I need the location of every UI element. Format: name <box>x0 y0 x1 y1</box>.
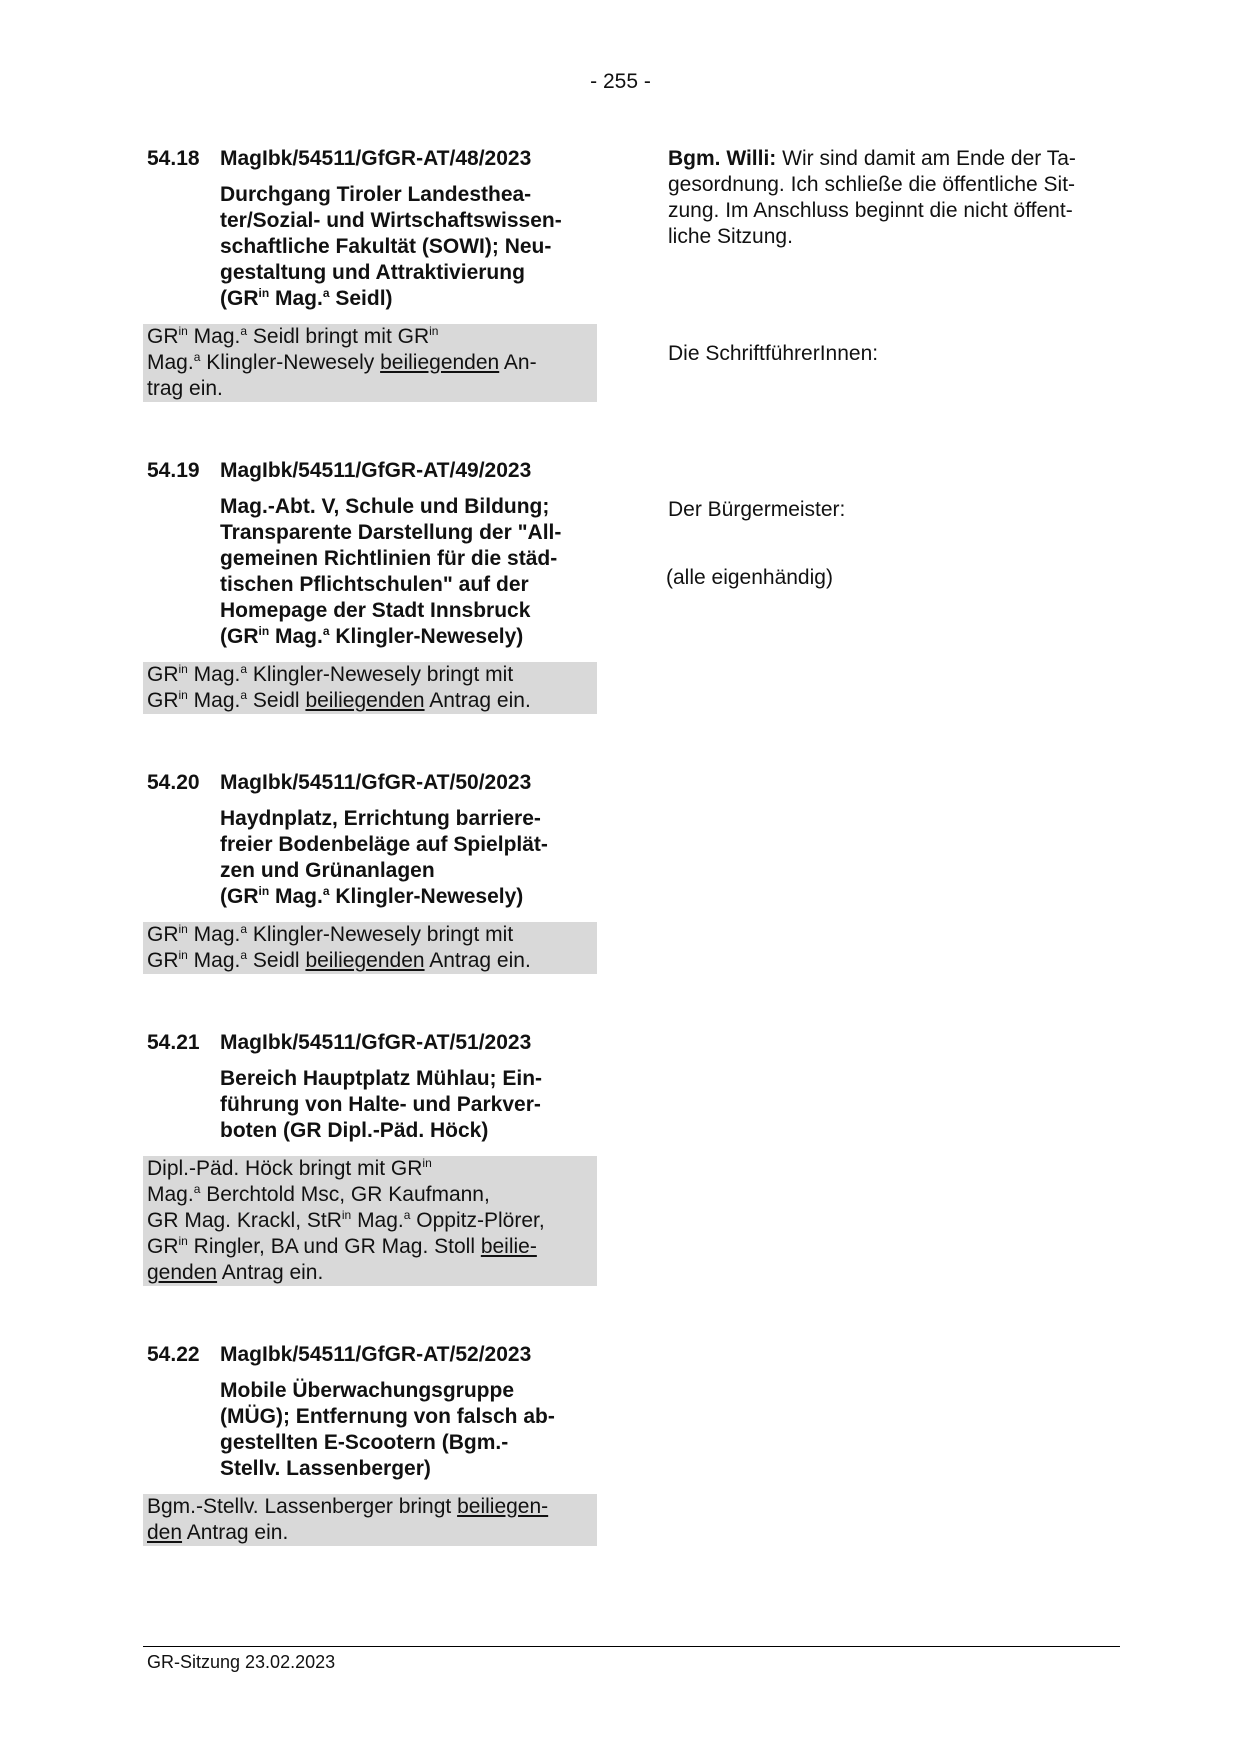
item-number: 54.18 <box>147 147 200 170</box>
attachment-link: den <box>147 1521 183 1544</box>
item-number: 54.20 <box>147 771 200 794</box>
footer-session-date: GR-Sitzung 23.02.2023 <box>147 1652 336 1672</box>
agenda-item-54-18 <box>147 146 597 402</box>
closing-statement: Bgm. Willi: Wir sind damit am Ende der Ta- gesordnung. Ich schließe die öffentliche Sit- zung. Im Anschluss beginnt die nicht öffent- liche Sitzung. <box>668 147 1076 248</box>
item-subject: Durchgang Tiroler Landesthea- ter/Sozial- und Wirtschaftswissen- schaftliche Fakultät (SOWI); Neu- gestaltung und Attraktivierung ($GR^{in}$ Mag.$^a$ Seidl) <box>220 183 562 310</box>
agenda-item-54-22 <box>147 1342 597 1546</box>
item-subject: Bereich Hauptplatz Mühlau; Ein- führung von Halte- und Parkver- boten (GR Dipl.-Päd. Höck) <box>220 1067 543 1142</box>
agenda-item-54-20 <box>147 770 597 974</box>
item-subject: Mag.-Abt. V, Schule und Bildung; Transparente Darstellung der "All- gemeinen Richtlinien für die städ- tischen Pflichtschulen" auf der Homepage der Stadt Innsbruck ($GR^{in}$ Mag.$^a$ Klingler-Newesely) <box>220 495 562 648</box>
agenda-item-54-21 <box>147 1030 597 1286</box>
page-number: - 255 - <box>590 70 651 93</box>
signature-note: (alle eigenhändig) <box>666 566 833 589</box>
attachment-link: beilie- <box>480 1235 537 1258</box>
item-motion: $GR^{in}$ Mag.$^a$ Seidl bringt mit $GR^{in}$ Mag.$^a$ Klingler-Newesely beiliegenden An- trag ein. <box>143 324 597 402</box>
agenda-item-54-19 <box>147 458 597 714</box>
closing-column <box>666 146 1128 589</box>
item-number: 54.21 <box>147 1031 200 1054</box>
speaker: Bgm. Willi: <box>668 147 777 170</box>
footer-divider <box>143 1646 1120 1647</box>
item-number: 54.22 <box>147 1343 200 1366</box>
item-subject: Mobile Überwachungsgruppe (MÜG); Entfernung von falsch ab- gestellten E-Scootern (Bgm.- Stellv. Lassenberger) <box>220 1379 555 1480</box>
item-reference: MagIbk/54511/GfGR-AT/49/2023 <box>220 459 532 482</box>
item-motion: Dipl.-Päd. Höck bringt mit $GR^{in}$ Mag.$^a$ Berchtold Msc, GR Kaufmann, GR Mag. Krackl, StR$^{in}$ Mag.$^a$ Oppitz-Plörer, $GR^{in}$ Ringler, BA und GR Mag. Stoll beilie- genden Antrag ein. <box>143 1156 597 1286</box>
secretaries-label: Die SchriftführerInnen: <box>668 342 879 365</box>
item-subject: Haydnplatz, Errichtung barriere- freier Bodenbeläge auf Spielplät- zen und Grünanlagen ($GR^{in}$ Mag.$^a$ Klingler-Newesely) <box>220 807 548 908</box>
item-reference: MagIbk/54511/GfGR-AT/51/2023 <box>220 1031 532 1054</box>
item-reference: MagIbk/54511/GfGR-AT/52/2023 <box>220 1343 532 1366</box>
attachment-link: beiliegenden <box>305 949 425 972</box>
item-reference: MagIbk/54511/GfGR-AT/50/2023 <box>220 771 532 794</box>
mayor-label: Der Bürgermeister: <box>668 498 846 521</box>
attachment-link: beiliegen- <box>457 1495 549 1518</box>
attachment-link: genden <box>147 1261 218 1284</box>
attachment-link: beiliegenden <box>305 689 425 712</box>
item-number: 54.19 <box>147 459 200 482</box>
agenda-items <box>147 146 597 1602</box>
item-motion: $GR^{in}$ Mag.$^a$ Klingler-Newesely bringt mit $GR^{in}$ Mag.$^a$ Seidl beiliegenden Antrag ein. <box>143 662 597 714</box>
item-reference: MagIbk/54511/GfGR-AT/48/2023 <box>220 147 532 170</box>
attachment-link: beiliegenden <box>380 351 500 374</box>
item-motion: $GR^{in}$ Mag.$^a$ Klingler-Newesely bringt mit $GR^{in}$ Mag.$^a$ Seidl beiliegenden Antrag ein. <box>143 922 597 974</box>
item-motion: Bgm.-Stellv. Lassenberger bringt beiliegen- den Antrag ein. <box>143 1494 597 1546</box>
